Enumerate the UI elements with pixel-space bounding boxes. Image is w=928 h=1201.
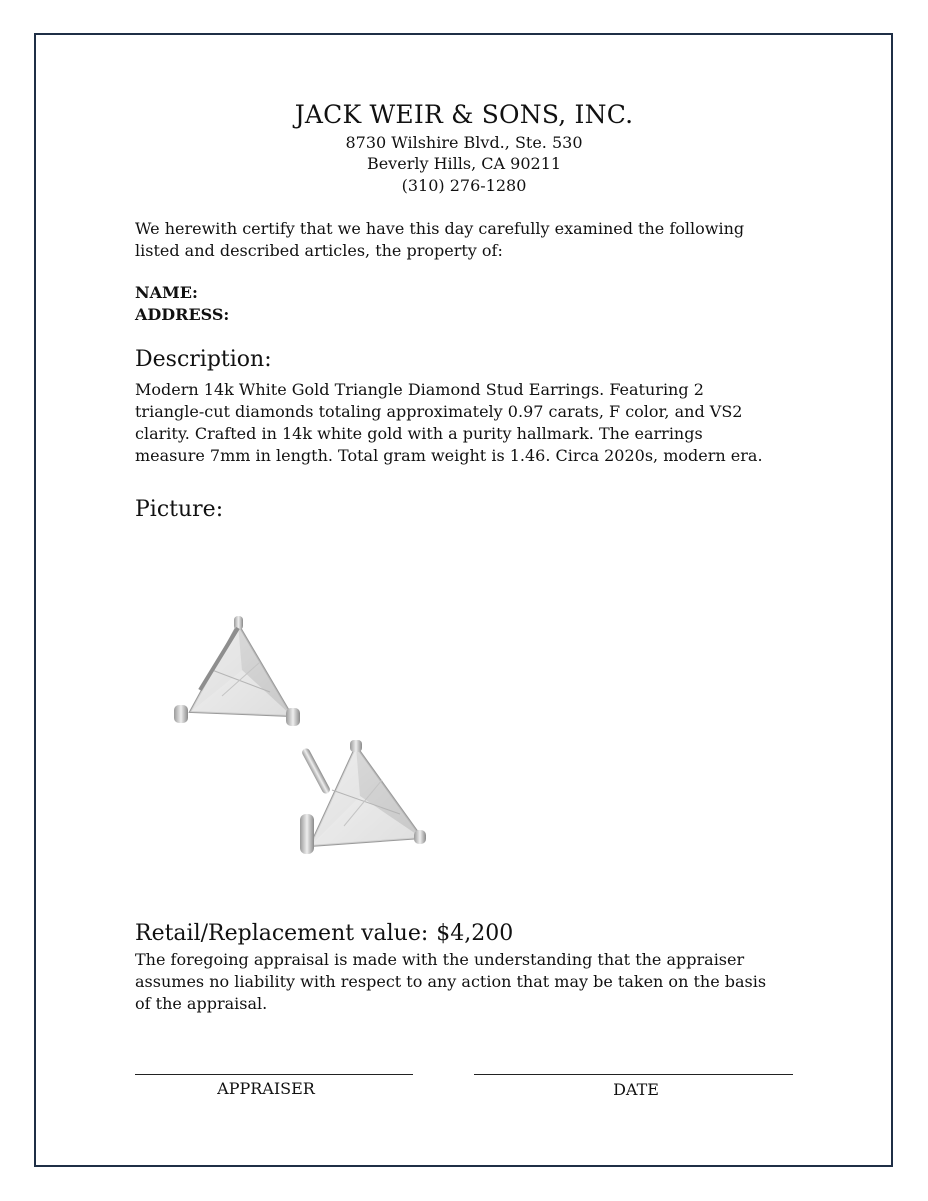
appraiser-signature-line: [135, 1074, 413, 1075]
picture-heading: Picture:: [135, 497, 224, 522]
earring-left: [174, 616, 300, 726]
address-line-2: Beverly Hills, CA 90211: [366, 154, 562, 173]
description-heading: Description:: [135, 347, 272, 372]
name-label: NAME:: [135, 283, 198, 302]
certification-intro: We herewith certify that we have this day carefully examined the following listed and described articles, the property of:: [135, 219, 745, 260]
date-label: DATE: [613, 1080, 659, 1099]
address-label: ADDRESS:: [135, 305, 230, 324]
earrings-photo: [160, 600, 450, 870]
phone-number: (310) 276-1280: [401, 176, 527, 195]
date-signature-line: [474, 1074, 793, 1075]
disclaimer-text: The foregoing appraisal is made with the understanding that the appraiser assumes no liability with respect to any action that may be taken on the basis of the appraisal.: [135, 950, 767, 1013]
appraiser-label: APPRAISER: [217, 1079, 315, 1098]
description-text: Modern 14k White Gold Triangle Diamond Stud Earrings. Featuring 2 triangle-cut diamonds totaling approximately 0.97 carats, F color, and VS2 clarity. Crafted in 14k white gold with a purity hallmark. The earrings measure 7mm in length. Total gram weight is 1.46. Circa 2020s, modern era.: [135, 380, 763, 465]
address-line-1: 8730 Wilshire Blvd., Ste. 530: [345, 133, 583, 152]
company-name: JACK WEIR & SONS, INC.: [294, 100, 634, 129]
retail-value-row: [135, 921, 513, 946]
retail-value-label: Retail/Replacement value:: [135, 921, 429, 946]
retail-value-amount: $4,200: [436, 921, 514, 946]
earring-right: [300, 740, 426, 854]
